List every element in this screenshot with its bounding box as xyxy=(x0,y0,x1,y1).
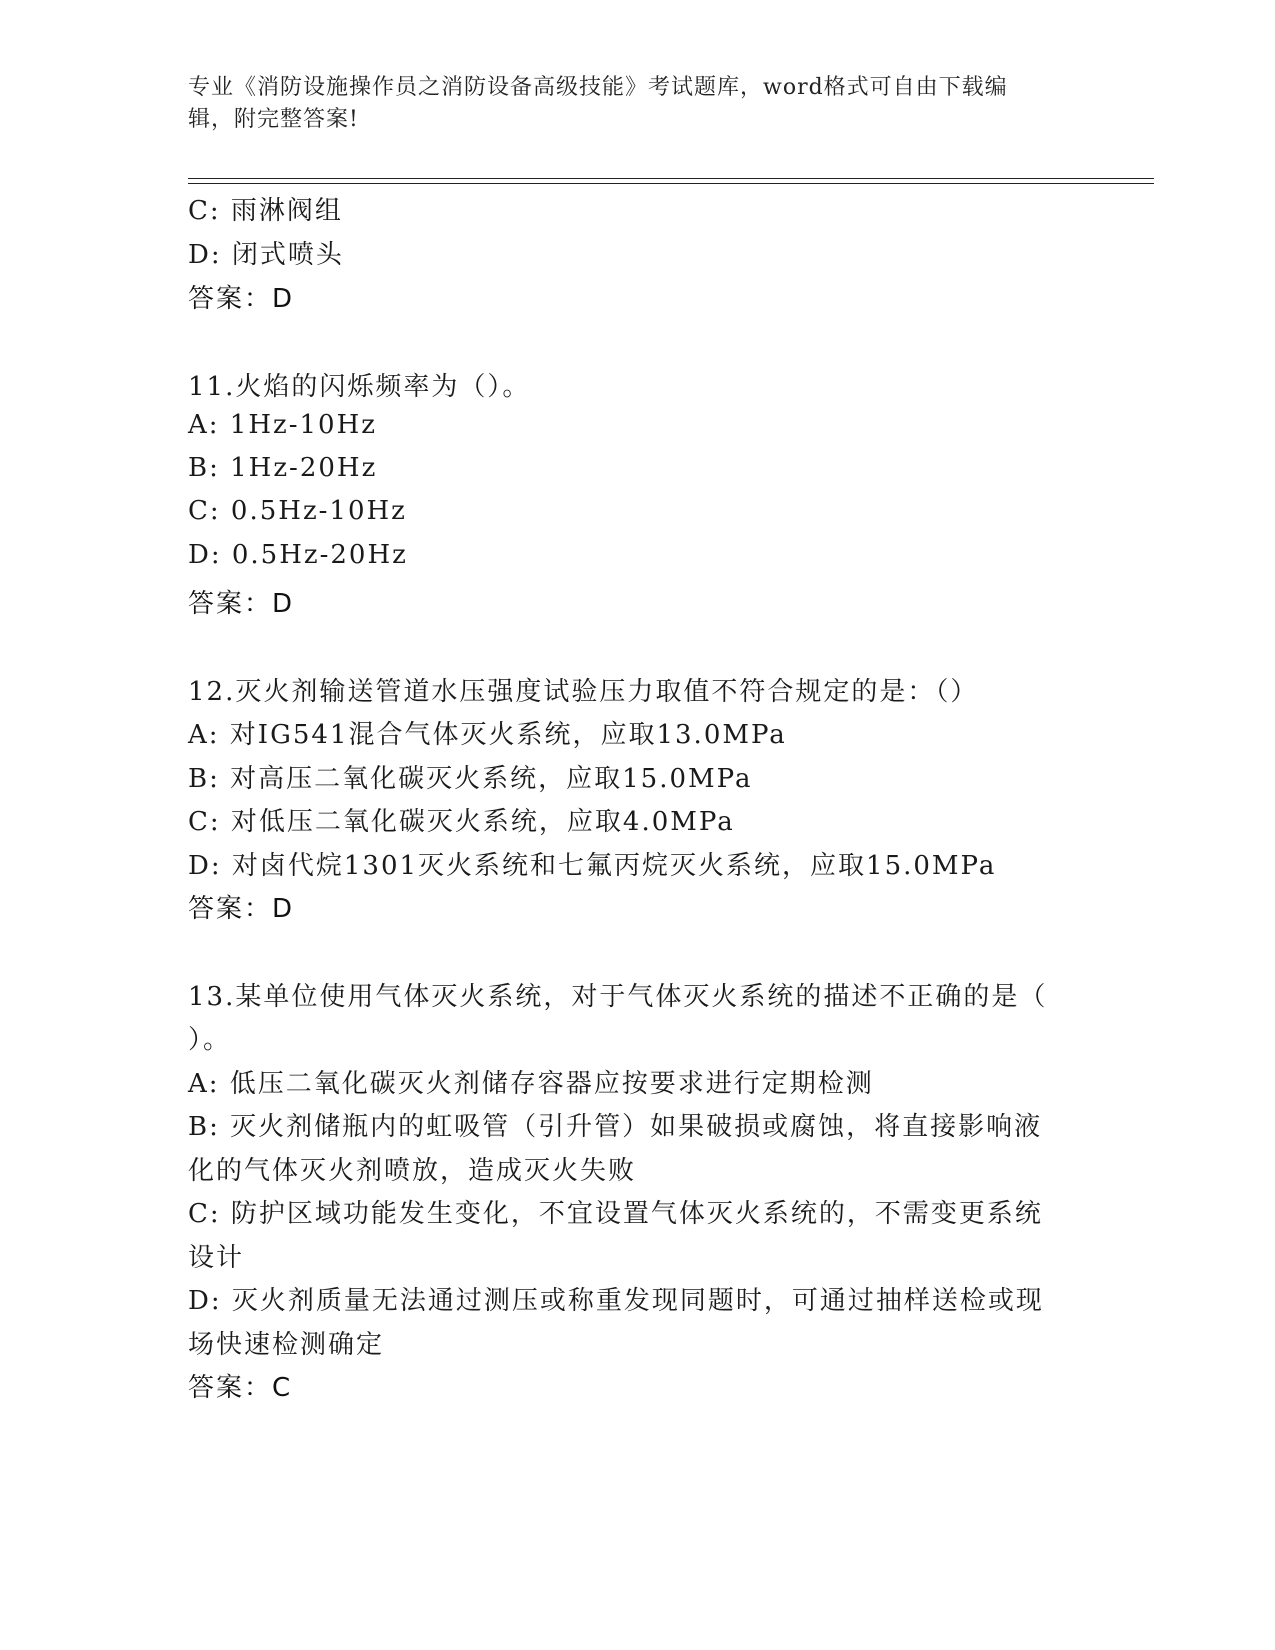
document-header xyxy=(188,72,1088,136)
header-divider-bottom xyxy=(188,183,1154,184)
header-divider-top xyxy=(188,178,1154,179)
q12-option-d: D: 对卤代烷1301灭火系统和七氟丙烷灭火系统，应取15.0MPa xyxy=(188,851,997,881)
q13-option-b-line-2: 化的气体灭火剂喷放，造成灭火失败 xyxy=(188,1156,637,1186)
q12-option-b: B: 对高压二氧化碳灭火系统，应取15.0MPa xyxy=(188,764,753,794)
header-line-1: 专业《消防设施操作员之消防设备高级技能》考试题库，word格式可自由下载编 xyxy=(188,75,1008,100)
q13-stem-line-2: ）。 xyxy=(188,1025,232,1055)
prev-answer: 答案：D xyxy=(188,284,295,314)
prev-option-c: C: 雨淋阀组 xyxy=(188,196,343,226)
q13-option-c-line-2: 设计 xyxy=(188,1243,245,1273)
header-line-2: 辑，附完整答案! xyxy=(188,107,359,132)
q13-option-d-line-1: D: 灭火剂质量无法通过测压或称重发现同题时，可通过抽样送检或现 xyxy=(188,1286,1044,1316)
q13-option-b-line-1: B: 灭火剂储瓶内的虹吸管（引升管）如果破损或腐蚀，将直接影响液 xyxy=(188,1112,1043,1142)
q13-option-a: A: 低压二氧化碳灭火剂储存容器应按要求进行定期检测 xyxy=(188,1069,874,1099)
q11-stem: 11.火焰的闪烁频率为（）。 xyxy=(188,372,531,402)
q12-stem: 12.灭火剂输送管道水压强度试验压力取值不符合规定的是：（） xyxy=(188,677,979,707)
q13-answer: 答案：C xyxy=(188,1373,293,1403)
q12-answer: 答案：D xyxy=(188,894,295,924)
q11-option-b: B: 1Hz-20Hz xyxy=(188,453,378,483)
q11-option-a: A: 1Hz-10Hz xyxy=(188,410,377,440)
q13-option-c-line-1: C: 防护区域功能发生变化，不宜设置气体灭火系统的，不需变更系统 xyxy=(188,1199,1043,1229)
prev-option-d: D: 闭式喷头 xyxy=(188,240,344,270)
q11-option-c: C: 0.5Hz-10Hz xyxy=(188,496,407,526)
q13-option-d-line-2: 场快速检测确定 xyxy=(188,1330,385,1360)
q13-stem-line-1: 13.某单位使用气体灭火系统，对于气体灭火系统的描述不正确的是（ xyxy=(188,982,1048,1012)
q11-option-d: D: 0.5Hz-20Hz xyxy=(188,540,408,570)
q12-option-a: A: 对IG541混合气体灭火系统，应取13.0MPa xyxy=(188,720,787,750)
q12-option-c: C: 对低压二氧化碳灭火系统，应取4.0MPa xyxy=(188,807,735,837)
q11-answer: 答案：D xyxy=(188,589,295,619)
